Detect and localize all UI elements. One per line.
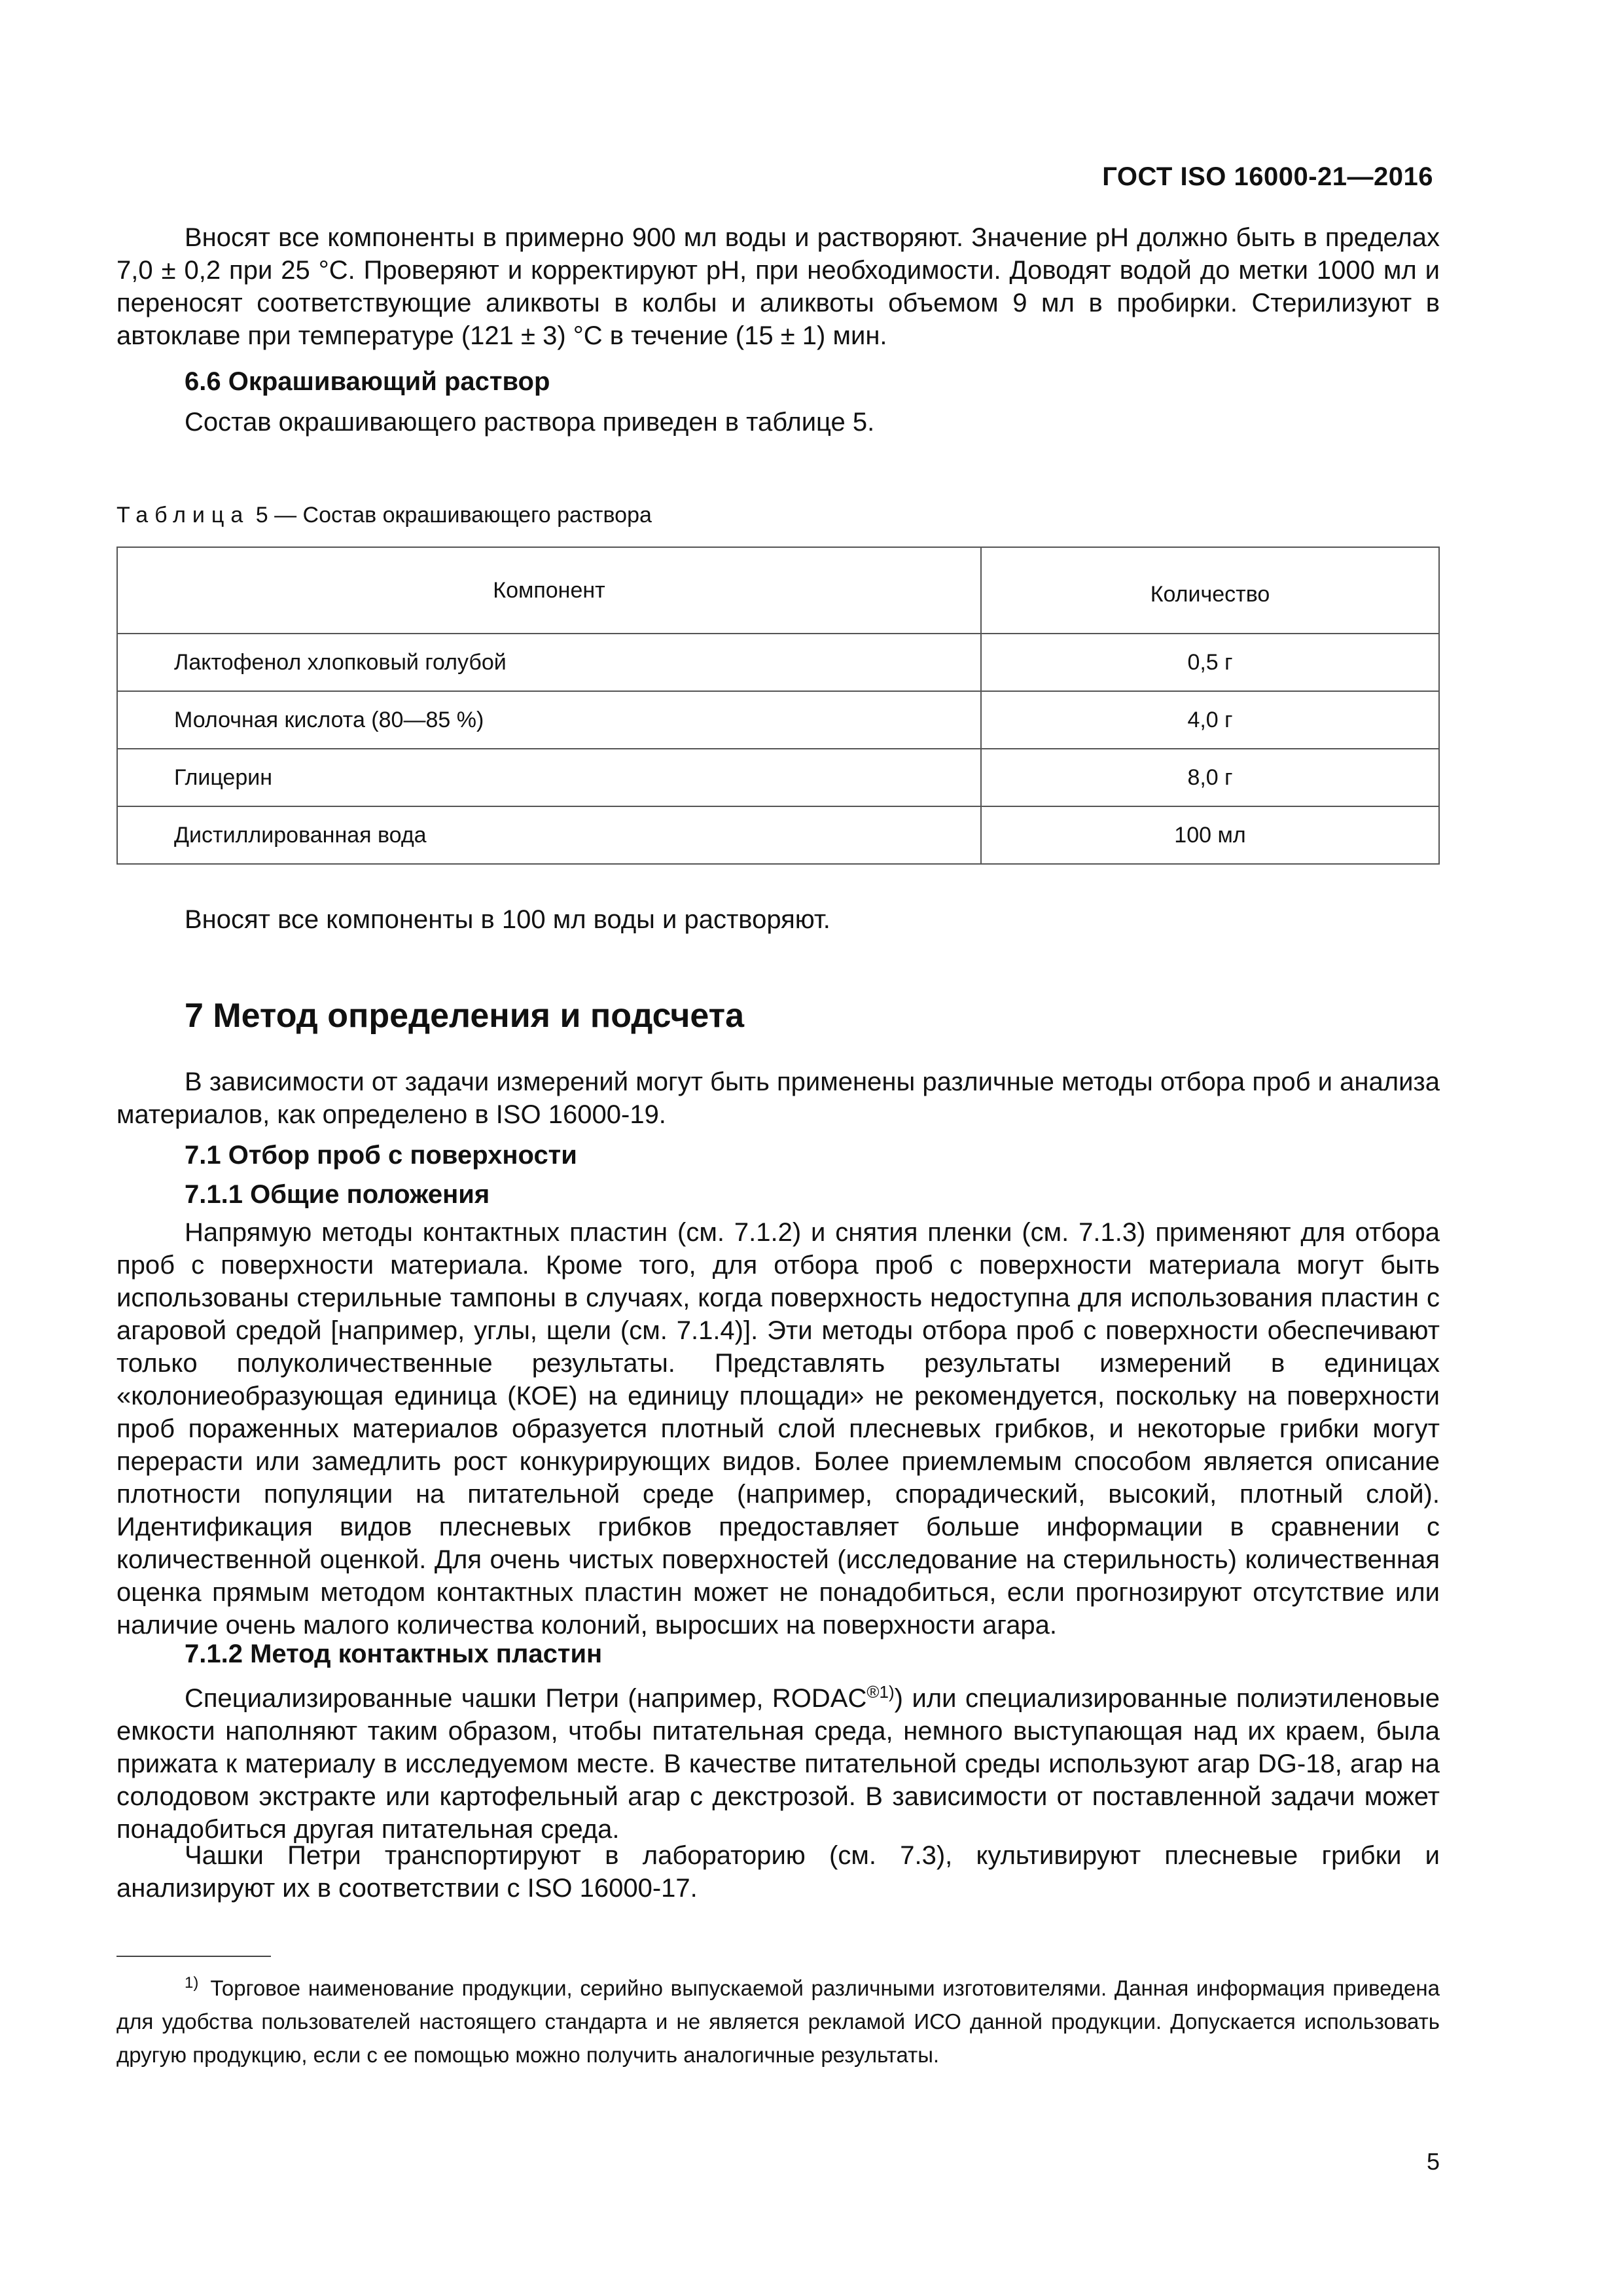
table-cell-component: Глицерин <box>117 749 981 806</box>
table-caption <box>116 503 652 528</box>
section-7-1-2-paragraph-b: Чашки Петри транспортируют в лабораторию (см. 7.3), культивируют плесневые грибки и анализируют их в соответствии с ISO 16000-17. <box>116 1841 1440 1903</box>
table-cell-component: Молочная кислота (80—85 %) <box>117 691 981 749</box>
section-7-heading: 7 Метод определения и подсчета <box>185 997 745 1035</box>
intro-paragraph: Вносят все компоненты в примерно 900 мл воды и растворяют. Значение pH должно быть в пределах 7,0 ± 0,2 при 25 °С. Проверяют и корректируют pH, при необходимости. Доводят водой до метки 1000 мл и переносят соответствующие аликвоты в колбы и аликвоты объемом 9 мл в пробирки. Стерилизуют в автоклаве при температуре (121 ± 3) °С в течение (15 ± 1) мин. <box>116 223 1440 350</box>
table-header-quantity: Количество <box>981 547 1439 634</box>
table-cell-quantity: 4,0 г <box>981 691 1439 749</box>
section-7-paragraph: В зависимости от задачи измерений могут быть применены различные методы отбора проб и анализа материалов, как определено в ISO 16000-19. <box>116 1067 1440 1129</box>
table-cell-component: Лактофенол хлопковый голубой <box>117 634 981 691</box>
page-number: 5 <box>1426 2148 1440 2175</box>
para-7-1-2a-end: ) или специализированные полиэтиленовые емкости наполняют таким образом, чтобы питательная среда, немного выступающая над их краем, была прижата к материалу в исследуемом месте. В качестве питательной среды используют агар DG-18, агар на солодовом экстракте или картофельный агар с декстрозой. В зависимости от поставленной задачи может понадобиться другая питательная среда. <box>116 1684 1440 1844</box>
section-7-1-2-paragraph-a <box>116 1676 1440 1846</box>
section-7-1-2-heading: 7.1.2 Метод контактных пластин <box>185 1640 603 1668</box>
table-row <box>117 634 1439 691</box>
para-7-1-2a-start: Специализированные чашки Петри (например, RODAC <box>185 1684 867 1713</box>
section-6-6-paragraph: Состав окрашивающего раствора приведен в таблице 5. <box>185 408 875 437</box>
table-cell-component: Дистиллированная вода <box>117 806 981 864</box>
section-7-1-1-paragraph: Напрямую методы контактных пластин (см. 7.1.2) и снятия пленки (см. 7.1.3) применяют для отбора проб с поверхности материала. Кроме того, для отбора проб с поверхности материала могут быть использованы стерильные тампоны в случаях, когда поверхность недоступна для использования пластин с агаровой средой [например, углы, щели (см. 7.1.4)]. Эти методы отбора проб с поверхности обеспечивают только полуколичественные результаты. Представлять результаты измерений в единицах «колониеобразующая единица (КОЕ) на единицу площади» не рекомендуется, поскольку на поверхности проб пораженных материалов образуется плотный слой плесневых грибков, и некоторые грибки могут перерасти или замедлить рост конкурирующих видов. Более приемлемым способом является описание плотности популяции на питательной среде (например, спорадический, высокий, плотный слой). Идентификация видов плесневых грибков предоставляет больше информации в сравнении с количественной оценкой. Для очень чистых поверхностей (исследование на стерильность) количественная оценка прямым методом контактных пластин может не понадобиться, если прогнозируют отсутствие или наличие очень малого количества колоний, выросших на поверхности агара. <box>116 1218 1440 1640</box>
footnote-mark: 1) <box>185 1974 199 1992</box>
section-7-1-1-heading: 7.1.1 Общие положения <box>185 1180 490 1209</box>
table-cell-quantity: 8,0 г <box>981 749 1439 806</box>
after-table-paragraph: Вносят все компоненты в 100 мл воды и растворяют. <box>185 905 830 934</box>
footnote-divider <box>116 1956 271 1957</box>
table-row <box>117 806 1439 864</box>
composition-table <box>116 547 1440 865</box>
footnote <box>116 1966 1440 2072</box>
table-row <box>117 749 1439 806</box>
section-7-1-heading: 7.1 Отбор проб с поверхности <box>185 1141 577 1170</box>
table-header-component: Компонент <box>117 547 981 634</box>
table-cell-quantity: 0,5 г <box>981 634 1439 691</box>
section-6-6-heading: 6.6 Окрашивающий раствор <box>185 367 550 396</box>
document-header: ГОСТ ISO 16000-21—2016 <box>1102 162 1433 191</box>
trademark-footnote-ref: ®1) <box>866 1682 895 1702</box>
table-row <box>117 691 1439 749</box>
table-caption-label: Таблица <box>116 503 250 528</box>
footnote-text: Торговое наименование продукции, серийно выпускаемой различными изготовителями. Данная информация приведена для удобства пользователей настоящего стандарта и не является рекламой ИСО данной продукции. Допускается использовать другую продукцию, если с ее помощью можно получить аналогичные результаты. <box>116 1976 1440 2067</box>
table-cell-quantity: 100 мл <box>981 806 1439 864</box>
table-caption-text: 5 — Состав окрашивающего раствора <box>249 503 652 528</box>
